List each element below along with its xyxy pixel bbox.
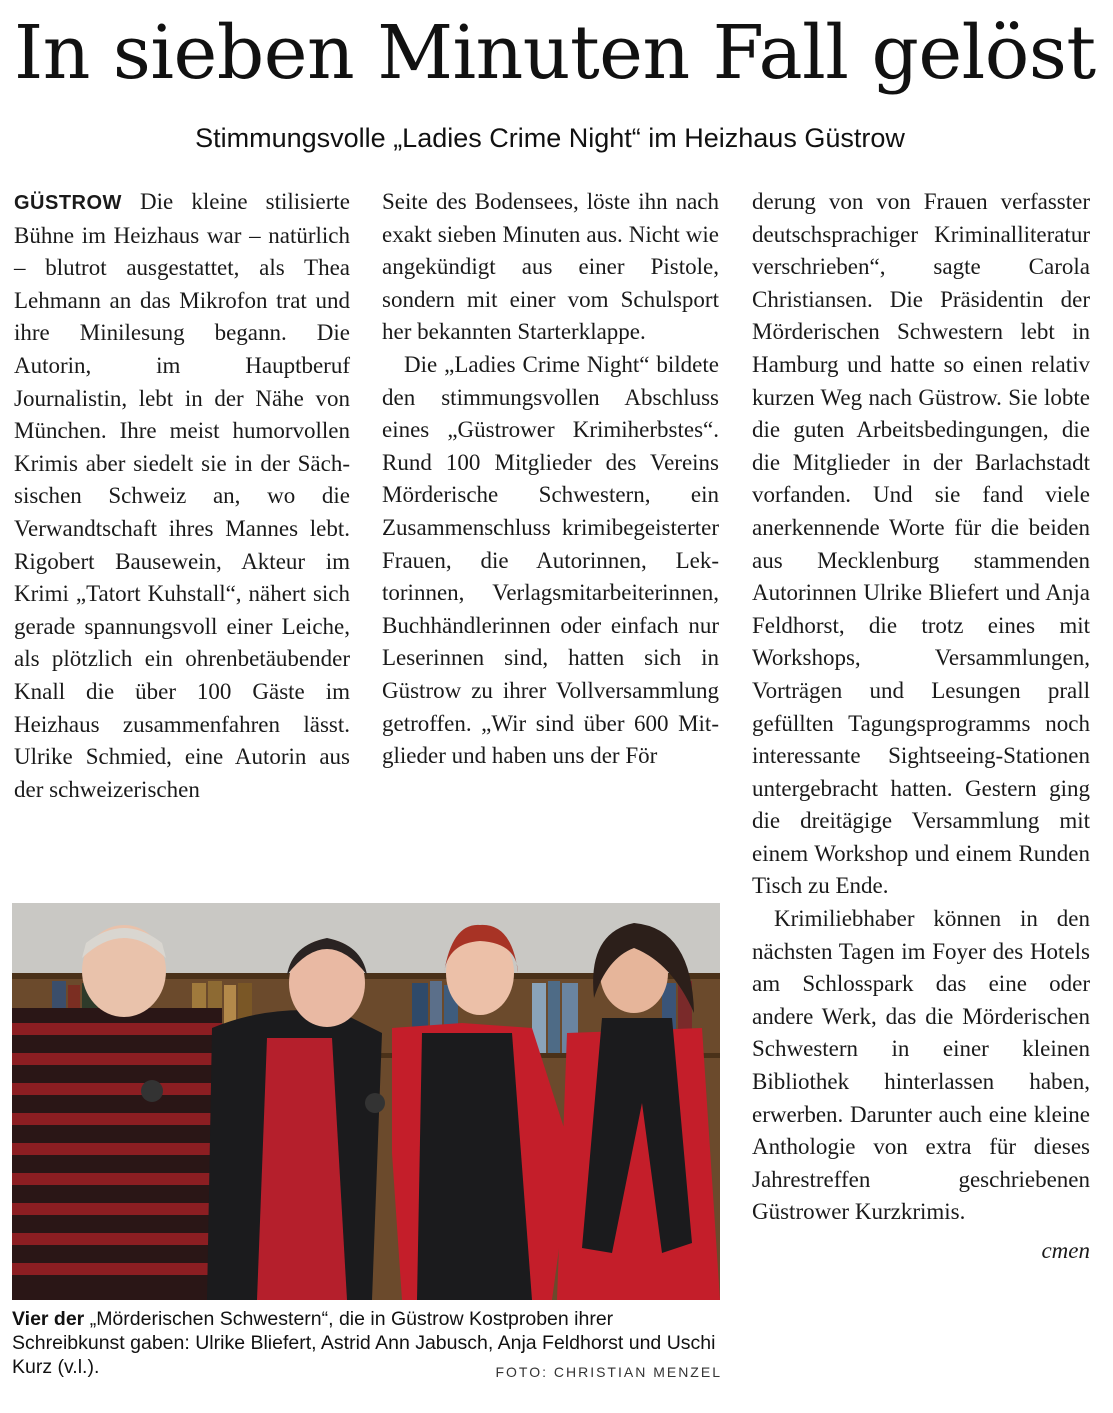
article-text-col3a: derung von von Frauen verfasster deutschsprachiger Kriminalliteratur verschrieben“, sagte Carola Christiansen. Die Präsidentin der Mörderischen Schwestern lebt in Hamburg und hatte so einen relativ kurzen Weg nach Güstrow. Sie lobte die guten Arbeitsbedingungen, die die Mitglieder in der Barlachstadt vorfanden. Und sie fand viele anerkennende Worte für die beiden aus Mecklenburg stammenden Autorinnen Ulrike Bliefert und Anja Feldhorst, die trotz eines mit Workshops, Versammlungen, Vorträgen und Lesungen prall gefüllten Tagungsprogramms noch interessante Sightseeing-Stationen untergebracht hatten. Gestern ging die dreitägige Versammlung mit einem Workshop und einem Runden Tisch zu Ende. [752,189,1090,899]
headline: In sieben Minuten Fall gelöst [14,10,1096,96]
article-text-col2b: Die „Ladies Crime Night“ bildete den stimmungsvollen Abschluss eines „Güstrower Krimiherbstes“. Rund 100 Mitglieder des Vereins Mörderische Schwestern, ein Zusammenschluss krimibegeisterter Frauen, die Autorinnen, Lektorinnen, Verlagsmitarbeiterinnen, Buchhändlerinnen oder einfach nur Leserinnen sind, hatten sich in Güstrow zu ihrer Vollversammlung getroffen. „Wir sind über 600 Mitglieder und haben uns der För [382,351,719,769]
group-photo-illustration [12,903,720,1300]
article-photo [12,903,720,1300]
photo-caption [12,1307,722,1384]
article-column-1 [14,186,350,806]
article-text-col2a: Seite des Bodensees, löste ihn nach exakt sieben Minuten aus. Nicht wie angekündigt aus einer Pistole, sondern mit einer vom Schulsport her bekannten Starterklappe. [382,189,719,345]
article-text-col3b: Krimiliebhaber können in den nächsten Tagen im Foyer des Hotels am Schlosspark das eine oder andere Werk, das die Mörderischen Schwestern in einer kleinen Bibliothek hinterlassen haben, erwerben. Darunter auch eine kleine Anthologie von extra für dieses Jahrestreffen geschriebenen Güstrower Kurzkrimis. [752,906,1090,1225]
article-column-3 [752,186,1090,1268]
byline: cmen [1041,1238,1090,1263]
article-column-2 [382,186,719,773]
subheadline: Stimmungsvolle „Ladies Crime Night“ im Heizhaus Güstrow [195,123,905,153]
caption-lead: Vier der [12,1308,85,1330]
photo-credit: FOTO: CHRISTIAN MENZEL [495,1364,722,1380]
dateline: GÜSTROW [14,192,122,214]
caption-text: „Mörderischen Schwestern“, die in Güstrow Kostproben ihrer Schreibkunst gaben: Ulrike Bliefert, Astrid Ann Jabusch, Anja Feldhorst und Uschi Kurz (v.l.). [12,1308,716,1378]
article-text-col1: Die kleine stilisierte Bühne im Heizhaus war – natürlich – blutrot ausgestattet, als Thea Lehmann an das Mikrofon trat und ihre Minilesung begann. Die Autorin, im Hauptberuf Journalistin, lebt in der Nähe von München. Ihre meist humorvollen Krimis aber siedelt sie in der Sächsischen Schweiz an, wo die Verwandtschaft ihres Mannes lebt. Rigobert Bausewein, Akteur im Krimi „Tatort Kuhstall“, nähert sich gerade spannungsvoll einer Leiche, als plötzlich ein ohrenbetäubender Knall die über 100 Gäste im Heizhaus zusammenfahren lässt. Ulrike Schmied, eine Autorin aus der schweizerischen [14,189,350,802]
